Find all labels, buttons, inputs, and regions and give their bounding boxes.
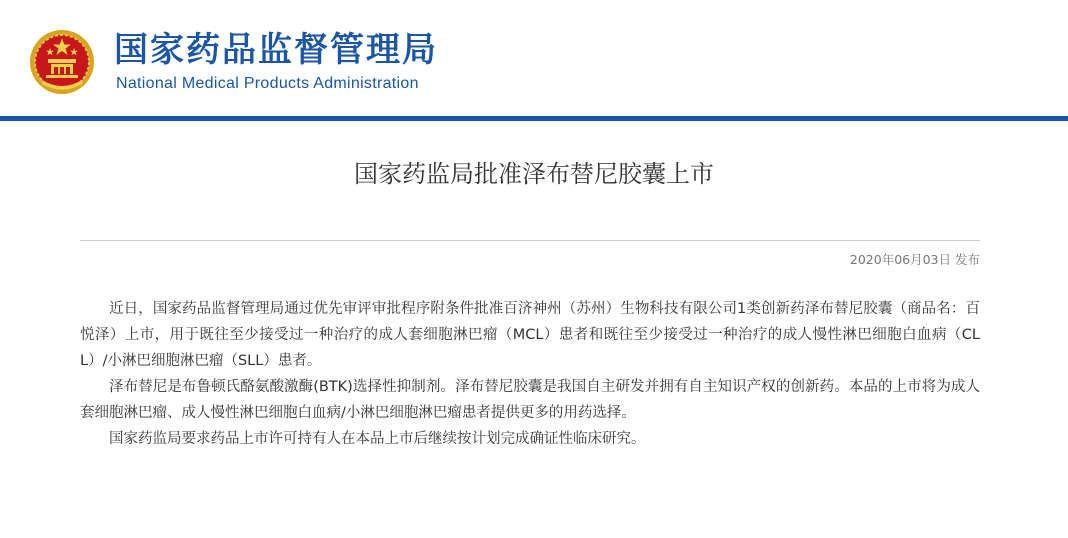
national-emblem-icon[interactable] [28,28,96,96]
agency-name-cn[interactable]: 国家药品监督管理局 [114,30,438,70]
site-header [0,0,1068,118]
agency-name-en[interactable]: National Medical Products Administration [116,75,419,92]
publish-date: 2020年06月03日 发布 [849,252,980,267]
article-paragraph: 近日，国家药品监督管理局通过优先审评审批程序附条件批准百济神州（苏州）生物科技有限公司1类创新药泽布替尼胶囊（商品名：百悦泽）上市，用于既往至少接受过一种治疗的成人套细胞淋巴瘤（MCL）患者和既往至少接受过一种治疗的成人慢性淋巴细胞白血病（CLL）/小淋巴细胞淋巴瘤（SLL）患者。 [80,301,980,369]
article-body [80,296,980,452]
title-divider [80,240,980,241]
header-divider-bar [0,116,1068,121]
article-paragraph: 国家药监局要求药品上市许可持有人在本品上市后继续按计划完成确证性临床研究。 [109,431,646,447]
article-paragraph: 泽布替尼是布鲁顿氏酪氨酸激酶(BTK)选择性抑制剂。泽布替尼胶囊是我国自主研发并拥有自主知识产权的创新药。本品的上市将为成人套细胞淋巴瘤、成人慢性淋巴细胞白血病/小淋巴细胞淋巴瘤患者提供更多的用药选择。 [80,379,980,421]
article-title: 国家药监局批准泽布替尼胶囊上市 [354,160,714,188]
